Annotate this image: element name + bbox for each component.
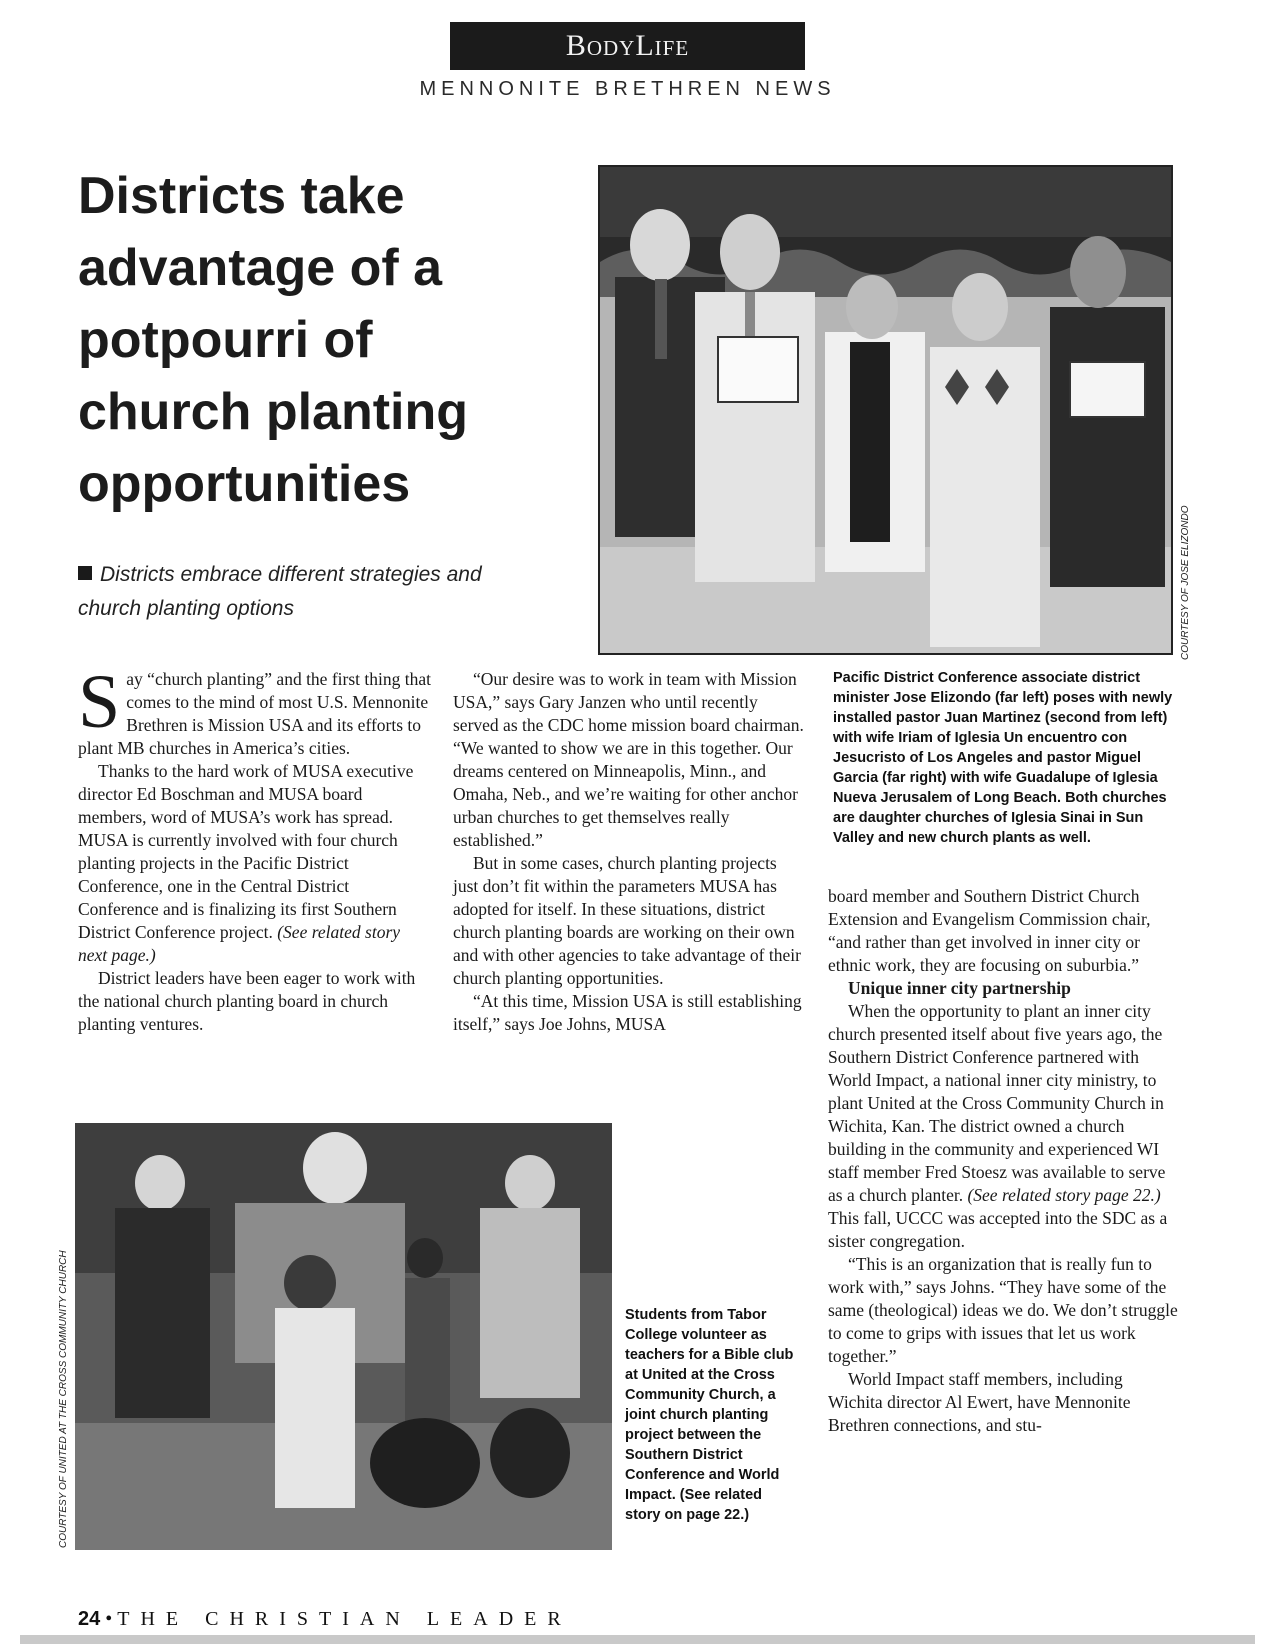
photo-caption: Students from Tabor College volunteer as teachers for a Bible club at United at the Cross Community Church, a joint church planting project between the Southern District Conference and World Impact. (See related story on page 22.) xyxy=(625,1307,794,1523)
page-number: 24 xyxy=(78,1608,101,1630)
headline xyxy=(78,160,578,520)
photo-pastors-illustration xyxy=(600,167,1171,653)
paragraph: Say “church planting” and the first thing that comes to the mind of most U.S. Mennonite Brethren is Mission USA and its efforts to plant MB churches in America’s cities. xyxy=(78,660,431,758)
section-subtitle: MENNONITE BRETHREN NEWS xyxy=(419,78,836,100)
paragraph: But in some cases, church planting projects just don’t fit within the parameters MUSA has adopted for itself. In these situations, district church planting boards are working on their own and with other agencies to take advantage of their church planting opportunities. xyxy=(453,853,801,988)
photo-bible-club xyxy=(75,1123,612,1550)
deck-text: Districts embrace different strategies and church planting options xyxy=(78,563,482,620)
subheading: Unique inner city partnership xyxy=(848,978,1071,998)
article-column-1 xyxy=(78,660,431,1036)
headline-line: potpourri of xyxy=(78,311,373,369)
photo-bible-club-illustration xyxy=(75,1123,612,1550)
footer-separator: • xyxy=(105,1608,113,1630)
headline-line: Districts take xyxy=(78,167,405,225)
bottom-rule xyxy=(20,1635,1255,1644)
paragraph: When the opportunity to plant an inner city church presented itself about five years ago, the Southern District Conference partnered with World Impact, a national inner city ministry, to plant United at the Cross Community Church in Wichita, Kan. The district owned a church building in the community and experienced WI staff member Fred Stoesz was available to serve as a church planter. (See related story page 22.) This fall, UCCC was accepted into the SDC as a sister congregation. xyxy=(828,1001,1168,1251)
drop-cap: S xyxy=(78,660,121,744)
headline-line: church planting xyxy=(78,383,468,441)
paragraph: World Impact staff members, including Wichita director Al Ewert, have Mennonite Brethren connections, and stu- xyxy=(828,1369,1131,1435)
photo-credit: COURTESY OF JOSE ELIZONDO xyxy=(1180,505,1191,660)
story-reference: (See related story page 22.) xyxy=(967,1185,1161,1205)
section-banner xyxy=(450,22,805,70)
paragraph: “At this time, Mission USA is still establishing itself,” says Joe Johns, MUSA xyxy=(453,991,802,1034)
paragraph: “Our desire was to work in team with Mission USA,” says Gary Janzen who until recently served as the CDC home mission board chairman. “We wanted to show we are in this together. Our dreams centered on Minneapolis, Minn., and Omaha, Neb., and we’re waiting for other anchor urban churches to get themselves really established.” xyxy=(453,669,804,850)
publication-name: THE CHRISTIAN LEADER xyxy=(117,1608,572,1630)
bullet-square-icon xyxy=(78,566,92,580)
page-footer xyxy=(78,1608,678,1631)
photo-pastors xyxy=(598,165,1173,655)
paragraph: Thanks to the hard work of MUSA executive director Ed Boschman and MUSA board members, word of MUSA’s work has spread. MUSA is currently involved with four church planting projects in the Pacific District Conference, one in the Central District Conference and is finalizing its first Southern District Conference project. (See related story next page.) xyxy=(78,761,414,965)
article-column-3 xyxy=(828,885,1181,1437)
article-column-2 xyxy=(453,668,806,1036)
section-title: BodyLife xyxy=(565,29,690,62)
headline-line: advantage of a xyxy=(78,239,443,297)
story-reference: (See related story next page.) xyxy=(78,922,401,965)
deck xyxy=(78,558,498,626)
paragraph: board member and Southern District Church Extension and Evangelism Commission chair, “and rather than get involved in inner city or ethnic work, they are focusing on suburbia.” xyxy=(828,886,1151,975)
paragraph: “This is an organization that is really fun to work with,” says Johns. “They have some of the same (theological) ideas we do. We don’t struggle to come to grips with issues that let us work together.” xyxy=(828,1254,1178,1366)
paragraph: District leaders have been eager to work with the national church planting board in church planting ventures. xyxy=(78,968,416,1034)
photo-caption: Pacific District Conference associate district minister Jose Elizondo (far left) poses with newly installed pastor Juan Martinez (second from left) with wife Iriam of Iglesia Un encuentro con Jesucristo of Los Angeles and pastor Miguel Garcia (far right) with wife Guadalupe of Iglesia Nueva Jerusalem of Long Beach. Both churches are daughter churches of Iglesia Sinai in Sun Valley and new church plants as well. xyxy=(833,670,1173,846)
photo-credit: COURTESY OF UNITED AT THE CROSS COMMUNITY CHURCH xyxy=(58,1250,69,1548)
headline-line: opportunities xyxy=(78,455,411,513)
